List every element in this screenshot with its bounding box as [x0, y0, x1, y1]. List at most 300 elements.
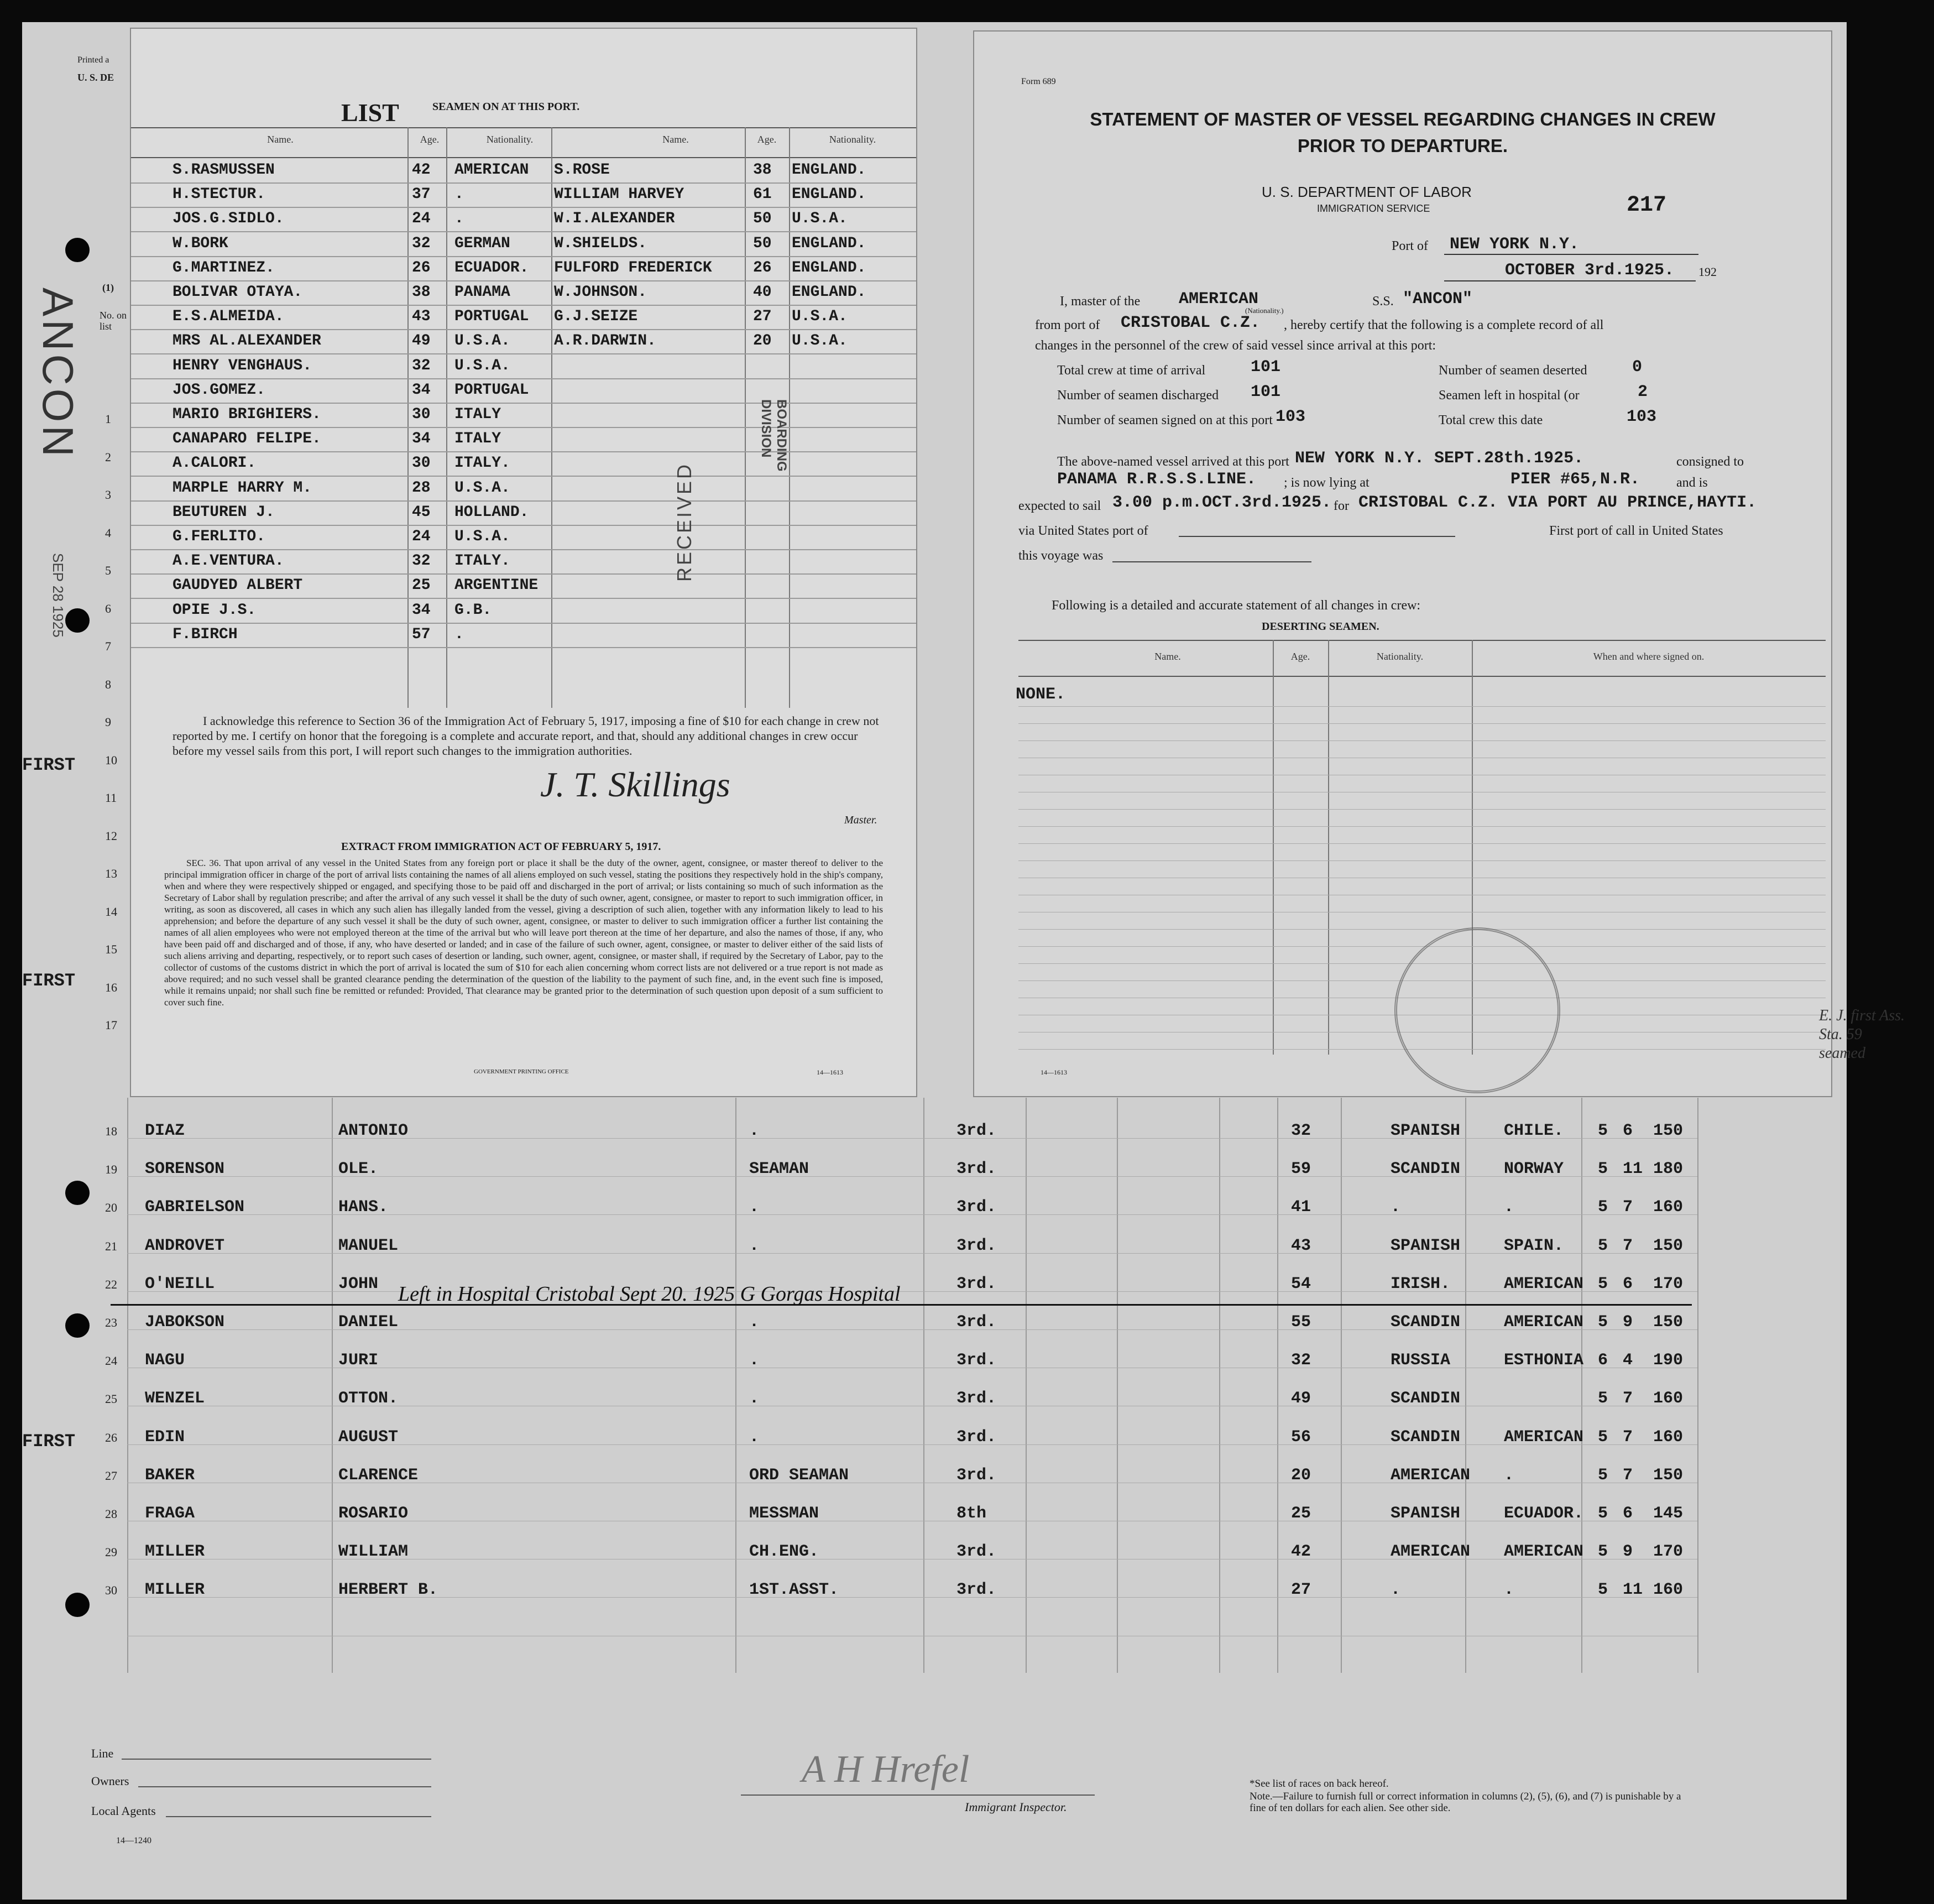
list-row-nationality: ECUADOR. [454, 259, 529, 277]
height-feet: 5 [1598, 1542, 1608, 1561]
list-row-nationality: . [454, 210, 464, 227]
manifest-row-number: 26 [105, 1431, 117, 1444]
manifest-row-number: 29 [105, 1545, 117, 1559]
deserting-heading: DESERTING SEAMEN. [1262, 620, 1379, 633]
row-number: 2 [105, 450, 111, 464]
list-row-nationality: PORTUGAL [454, 308, 529, 325]
total-crew-label: Total crew at time of arrival [1057, 363, 1206, 378]
class: 3rd. [956, 1542, 997, 1561]
col-header-age: Age. [420, 134, 440, 145]
gpo-label: GOVERNMENT PRINTING OFFICE [474, 1068, 569, 1075]
list-row-name: G.MARTINEZ. [173, 259, 275, 277]
manifest-row-number: 25 [105, 1392, 117, 1406]
ship-name: "ANCON" [1403, 290, 1473, 309]
given-name: ROSARIO [338, 1504, 409, 1523]
position: SEAMAN [749, 1160, 809, 1178]
for-label: for [1334, 499, 1349, 513]
list-row-nationality-2: ENGLAND. [792, 259, 866, 277]
manifest-row-number: 30 [105, 1583, 117, 1597]
master-signature: J. T. Skillings [540, 765, 730, 804]
from-port: CRISTOBAL C.Z. [1121, 314, 1261, 332]
manifest-row-number: 20 [105, 1201, 117, 1214]
consigned-label: consigned to [1676, 455, 1744, 469]
height-feet: 5 [1598, 1160, 1608, 1178]
inspector-label: Immigrant Inspector. [965, 1800, 1067, 1814]
deserting-col-name: Name. [1154, 651, 1181, 662]
list-row-age-2: 26 [753, 259, 772, 277]
position: . [749, 1121, 760, 1140]
height-feet: 5 [1598, 1466, 1608, 1485]
row-number: 1 [105, 412, 111, 426]
height-feet: 5 [1598, 1313, 1608, 1332]
nationality: CHILE. [1504, 1121, 1564, 1140]
weight: 160 [1653, 1580, 1684, 1599]
height-inches: 9 [1623, 1542, 1633, 1561]
statement-form-number: 14—1613 [1041, 1068, 1067, 1076]
list-row-nationality-2: U.S.A. [792, 210, 848, 227]
list-row-age: 37 [412, 186, 431, 203]
form-number: Form 689 [1021, 77, 1056, 86]
margin-handwritten-note: E. J. first Ass. Sta. 59 seamed [1819, 1007, 1905, 1062]
age: 43 [1291, 1237, 1311, 1255]
list-row-nationality-2: ENGLAND. [792, 161, 866, 179]
list-row-age-2: 38 [753, 161, 772, 179]
row-number: 12 [105, 829, 117, 843]
given-name: CLARENCE [338, 1466, 419, 1485]
row-number: 14 [105, 905, 117, 919]
list-row-nationality: GERMAN [454, 235, 510, 252]
weight: 160 [1653, 1198, 1684, 1217]
position: . [749, 1389, 760, 1408]
arrived-value: NEW YORK N.Y. SEPT.28th.1925. [1295, 449, 1584, 468]
list-row-age: 38 [412, 284, 431, 301]
list-row-nationality: . [454, 186, 464, 203]
race: SPANISH [1391, 1504, 1461, 1523]
given-name: ANTONIO [338, 1121, 409, 1140]
discharged-value: 101 [1251, 383, 1281, 401]
hospital-value: 2 [1638, 383, 1648, 401]
race: SCANDIN [1391, 1389, 1461, 1408]
list-row-nationality-2: U.S.A. [792, 308, 848, 325]
deserted-label: Number of seamen deserted [1439, 363, 1587, 378]
total-crew-value: 101 [1251, 358, 1281, 377]
nationality: AMERICAN [1504, 1542, 1584, 1561]
surname: BAKER [145, 1466, 195, 1485]
department-label: U. S. DEPARTMENT OF LABOR [1262, 184, 1472, 200]
col-header-age-2: Age. [757, 134, 777, 145]
deserting-col-when: When and where signed on. [1593, 651, 1705, 662]
height-inches: 7 [1623, 1466, 1633, 1485]
weight: 180 [1653, 1160, 1684, 1178]
weight: 190 [1653, 1351, 1684, 1370]
surname: NAGU [145, 1351, 185, 1370]
punch-hole [65, 1593, 90, 1617]
age: 59 [1291, 1160, 1311, 1178]
race: SPANISH [1391, 1121, 1461, 1140]
class: 3rd. [956, 1198, 997, 1217]
and-is-label: and is [1676, 476, 1708, 490]
list-row-name: MRS AL.ALEXANDER [173, 332, 321, 349]
official-seal-stamp [1394, 927, 1560, 1093]
list-row-name-2: FULFORD FREDERICK [554, 259, 712, 277]
punch-hole [65, 1313, 90, 1338]
list-row-nationality: U.S.A. [454, 528, 510, 545]
list-subtitle: SEAMEN ON AT THIS PORT. [432, 101, 580, 113]
manifest-row-number: 24 [105, 1354, 117, 1368]
nationality: AMERICAN [1504, 1275, 1584, 1293]
footer-owners-label: Owners [91, 1774, 129, 1788]
master-statement-form [973, 30, 1832, 1097]
deserting-col-age: Age. [1290, 651, 1310, 662]
race: IRISH. [1391, 1275, 1451, 1293]
class: 8th [956, 1504, 987, 1523]
nationality: . [1504, 1466, 1514, 1485]
height-feet: 5 [1598, 1504, 1608, 1523]
list-row-nationality: PANAMA [454, 284, 510, 301]
list-row-nationality: U.S.A. [454, 332, 510, 349]
list-row-name: H.STECTUR. [173, 186, 266, 203]
list-row-name: A.CALORI. [173, 455, 257, 472]
position: ORD SEAMAN [749, 1466, 849, 1485]
crew-date-label: Total crew this date [1439, 413, 1543, 427]
no-on-list-label: No. on list [100, 310, 127, 332]
hospital-label: Seamen left in hospital (or [1439, 388, 1580, 403]
height-inches: 6 [1623, 1275, 1633, 1293]
list-row-age: 28 [412, 479, 431, 497]
list-row-nationality-2: U.S.A. [792, 332, 848, 349]
col-header-nationality-2: Nationality. [829, 134, 876, 145]
list-row-nationality: ITALY [454, 406, 501, 423]
race: AMERICAN [1391, 1542, 1471, 1561]
list-row-nationality: ITALY. [454, 455, 510, 472]
list-row-name-2: WILLIAM HARVEY [554, 186, 684, 203]
height-feet: 5 [1598, 1580, 1608, 1599]
height-inches: 6 [1623, 1504, 1633, 1523]
list-row-age: 43 [412, 308, 431, 325]
nationality: . [1504, 1580, 1514, 1599]
class-label: FIRST [22, 971, 76, 991]
col-header-name: Name. [267, 134, 294, 145]
height-inches: 6 [1623, 1121, 1633, 1140]
surname: MILLER [145, 1542, 205, 1561]
nationality: AMERICAN [1504, 1313, 1584, 1332]
class-label: FIRST [22, 1431, 76, 1452]
nationality-hint: (Nationality.) [1245, 306, 1284, 315]
race: SCANDIN [1391, 1428, 1461, 1447]
weight: 150 [1653, 1121, 1684, 1140]
date-stamp: SEP 28 1925 [50, 553, 66, 638]
footer-line-label: Line [91, 1746, 114, 1760]
list-row-nationality-2: ENGLAND. [792, 186, 866, 203]
class: 3rd. [956, 1389, 997, 1408]
position: . [749, 1198, 760, 1217]
surname: WENZEL [145, 1389, 205, 1408]
list-form-number: 14—1613 [817, 1068, 843, 1076]
race: . [1391, 1580, 1401, 1599]
first-port-label: First port of call in United States [1549, 524, 1723, 538]
hospital-note: Left in Hospital Cristobal Sept 20. 1925 G Gorgas Hospital [398, 1282, 901, 1306]
row-number: 5 [105, 564, 111, 577]
discharged-label: Number of seamen discharged [1057, 388, 1219, 403]
list-row-age: 30 [412, 455, 431, 472]
age: 41 [1291, 1198, 1311, 1217]
list-row-age-2: 50 [753, 210, 772, 227]
row-number: 8 [105, 677, 111, 691]
weight: 150 [1653, 1313, 1684, 1332]
class: 3rd. [956, 1428, 997, 1447]
position: CH.ENG. [749, 1542, 819, 1561]
weight: 160 [1653, 1389, 1684, 1408]
weight: 160 [1653, 1428, 1684, 1447]
list-row-name: E.S.ALMEIDA. [173, 308, 284, 325]
crew-date-value: 103 [1627, 408, 1657, 426]
extract-body: SEC. 36. That upon arrival of any vessel in the United States from any foreign port or place it shall be the duty of the owner, agent, consignee, or master thereof to deliver to the principal immigration officer in charge of the port of arrival lists containing the names of all aliens employed on such vessel, stating the positions they respectively hold in the ship's company, when and where they were respectively shipped or engaged, and specifying those to be paid off and discharged in the port of arrival; or lists containing so much of such information as the Secretary of Labor shall by regulation prescribe; and after the arrival of any such vessel it shall be the duty of such owner, agent, consignee, or master to report to such immigration officer, in writing, as soon as discovered, all cases in which any such alien has illegally landed from the vessel, giving a description of such alien, together with any information likely to lead to his apprehension; and before the departure of any such vessel it shall be the duty of such owner, agent, consignee, or master to deliver to such immigration officer a further list containing the names of all alien employees who were not employed thereon at the time of the arrival but who will leave port thereon at the time of her departure, and also the names of those, if any, who have been paid off and discharged and of those, if any, who have deserted or landed; and in case of the failure of such owner, agent, consignee, or master to deliver either of the said lists of such aliens arriving and departing, respectively, or to report such cases of desertion or landing, such owner, agent, consignee, or master shall, if required by the Secretary of Labor, pay to the collector of customs of the customs district in which the port of arrival is located the sum of $10 for each alien concerning whom correct lists are not delivered or a true report is not made as above required; and no such vessel shall be granted clearance pending the determination of the question of the liability to the payment of such fine, and, in the event such fine is imposed, while it remains unpaid; nor shall such fine be remitted or refunded: Provided, That clearance may be granted prior to the determination of such question upon deposit of a sum sufficient to cover such fine. [164, 858, 883, 1008]
nationality: . [1504, 1198, 1514, 1217]
list-row-nationality: HOLLAND. [454, 504, 529, 521]
list-row-name: OPIE J.S. [173, 602, 257, 619]
list-row-age: 24 [412, 210, 431, 227]
list-row-age: 34 [412, 430, 431, 447]
given-name: JURI [338, 1351, 379, 1370]
manifest-row-number: 27 [105, 1469, 117, 1483]
race: AMERICAN [1391, 1466, 1471, 1485]
list-row-age: 25 [412, 577, 431, 594]
port-label: Port of [1392, 239, 1428, 253]
statement-number: 217 [1627, 193, 1667, 218]
class: 3rd. [956, 1351, 997, 1370]
signed-on-value: 103 [1276, 408, 1306, 426]
manifest-row-number: 21 [105, 1239, 117, 1253]
list-row-name: W.BORK [173, 235, 228, 252]
position: . [749, 1428, 760, 1447]
row-22-strikethrough [111, 1304, 1692, 1306]
list-row-name-2: S.ROSE [554, 161, 610, 179]
race: RUSSIA [1391, 1351, 1451, 1370]
row-number: 10 [105, 753, 117, 767]
statement-date: OCTOBER 3rd.1925. [1505, 261, 1675, 280]
list-title: LIST [341, 98, 399, 127]
list-row-name: JOS.GOMEZ. [173, 382, 266, 399]
list-row-age-2: 61 [753, 186, 772, 203]
age: 32 [1291, 1121, 1311, 1140]
list-row-age: 24 [412, 528, 431, 545]
ss-label: S.S. [1372, 294, 1394, 309]
row-number: 6 [105, 602, 111, 615]
class: 3rd. [956, 1466, 997, 1485]
list-row-age: 32 [412, 357, 431, 374]
list-row-age: 42 [412, 161, 431, 179]
pier-value: PIER #65,N.R. [1510, 470, 1640, 489]
voyage-label: this voyage was [1018, 549, 1104, 563]
boarding-division-stamp: BOARDING DIVISION [759, 399, 789, 472]
list-row-nationality: PORTUGAL [454, 382, 529, 399]
arrived-label: The above-named vessel arrived at this port [1057, 455, 1289, 469]
height-feet: 5 [1598, 1121, 1608, 1140]
consignee-value: PANAMA R.R.S.S.LINE. [1057, 470, 1257, 489]
given-name: OLE. [338, 1160, 379, 1178]
list-row-nationality: AMERICAN [454, 161, 529, 179]
list-row-age: 34 [412, 382, 431, 399]
position: 1ST.ASST. [749, 1580, 839, 1599]
list-row-age: 34 [412, 602, 431, 619]
list-row-name-2: W.JOHNSON. [554, 284, 647, 301]
age: 55 [1291, 1313, 1311, 1332]
race: . [1391, 1198, 1401, 1217]
surname: EDIN [145, 1428, 185, 1447]
height-inches: 11 [1623, 1160, 1643, 1178]
punch-hole [65, 608, 90, 633]
weight: 150 [1653, 1237, 1684, 1255]
list-row-age-2: 40 [753, 284, 772, 301]
row-number: 7 [105, 639, 111, 653]
position: . [749, 1351, 760, 1370]
list-row-age: 32 [412, 235, 431, 252]
class: 3rd. [956, 1580, 997, 1599]
height-inches: 7 [1623, 1389, 1633, 1408]
surname: GABRIELSON [145, 1198, 245, 1217]
manifest-row-number: 22 [105, 1277, 117, 1291]
list-row-age: 57 [412, 626, 431, 643]
manifest-row-number: 19 [105, 1162, 117, 1176]
deserting-none: NONE. [1016, 685, 1066, 704]
sail-label: expected to sail [1018, 499, 1101, 513]
list-row-age: 49 [412, 332, 431, 349]
row-number: 4 [105, 526, 111, 540]
master-label: Master. [844, 814, 877, 826]
list-row-name: G.FERLITO. [173, 528, 266, 545]
given-name: JOHN [338, 1275, 379, 1293]
list-row-nationality: ARGENTINE [454, 577, 539, 594]
sail-value: 3.00 p.m.OCT.3rd.1925. [1112, 493, 1332, 512]
list-row-nationality: G.B. [454, 602, 492, 619]
deserting-col-nationality: Nationality. [1376, 651, 1424, 662]
list-row-nationality: U.S.A. [454, 357, 510, 374]
footer-form-number: 14—1240 [116, 1836, 151, 1845]
list-row-age: 30 [412, 406, 431, 423]
ship-name-stamp: ANCON [34, 288, 82, 460]
class: 3rd. [956, 1237, 997, 1255]
port-value: NEW YORK N.Y. [1450, 235, 1580, 254]
list-row-nationality: . [454, 626, 464, 643]
height-feet: 6 [1598, 1351, 1608, 1370]
list-row-name: CANAPARO FELIPE. [173, 430, 321, 447]
list-row-name: MARIO BRIGHIERS. [173, 406, 321, 423]
class: 3rd. [956, 1275, 997, 1293]
manifest-row-number: 23 [105, 1316, 117, 1329]
manifest-row-number: 18 [105, 1124, 117, 1138]
via-label: via United States port of [1018, 524, 1148, 538]
row-number: 3 [105, 488, 111, 502]
dept-label: U. S. DE [77, 72, 114, 83]
age: 54 [1291, 1275, 1311, 1293]
races-note: *See list of races on back hereof. [1250, 1778, 1389, 1790]
given-name: HERBERT B. [338, 1580, 438, 1599]
printed-label: Printed a [77, 55, 109, 65]
col-header-name-2: Name. [662, 134, 689, 145]
surname: MILLER [145, 1580, 205, 1599]
height-inches: 7 [1623, 1237, 1633, 1255]
class-label: FIRST [22, 755, 76, 775]
position: MESSMAN [749, 1504, 819, 1523]
list-row-name: JOS.G.SIDLO. [173, 210, 284, 227]
footer-agents-label: Local Agents [91, 1804, 156, 1818]
destination-value: CRISTOBAL C.Z. VIA PORT AU PRINCE,HAYTI. [1358, 493, 1757, 512]
height-feet: 5 [1598, 1275, 1608, 1293]
row-number: 13 [105, 867, 117, 880]
line2-rest: , hereby certify that the following is a complete record of all [1284, 318, 1604, 332]
signed-on-label: Number of seamen signed on at this port [1057, 413, 1273, 427]
nationality: ECUADOR. [1504, 1504, 1584, 1523]
height-feet: 5 [1598, 1428, 1608, 1447]
list-row-name: F.BIRCH [173, 626, 238, 643]
given-name: OTTON. [338, 1389, 399, 1408]
received-stamp: RECEIVED [673, 462, 696, 582]
acknowledgement-text: I acknowledge this reference to Section 36 of the Immigration Act of February 5, 1917, imposing a fine of $10 for each change in crew not reported by me. I certify on honor that the foregoing is a complete and accurate report, and that, should any additional changes in crew occur before my vessel sails from this port, I will report such changes to the immigration authorities. [173, 714, 879, 758]
age: 25 [1291, 1504, 1311, 1523]
list-row-name-2: G.J.SEIZE [554, 308, 638, 325]
deserted-value: 0 [1632, 358, 1643, 377]
height-inches: 4 [1623, 1351, 1633, 1370]
surname: FRAGA [145, 1504, 195, 1523]
list-row-nationality-2: ENGLAND. [792, 284, 866, 301]
class: 3rd. [956, 1121, 997, 1140]
height-feet: 5 [1598, 1198, 1608, 1217]
list-row-age-2: 20 [753, 332, 772, 349]
age: 27 [1291, 1580, 1311, 1599]
race: SCANDIN [1391, 1160, 1461, 1178]
nationality: ESTHONIA [1504, 1351, 1584, 1370]
surname: DIAZ [145, 1121, 185, 1140]
age: 32 [1291, 1351, 1311, 1370]
nationality: AMERICAN [1504, 1428, 1584, 1447]
nationality: NORWAY [1504, 1160, 1564, 1178]
row-number: 16 [105, 980, 117, 994]
list-row-name: BEUTUREN J. [173, 504, 275, 521]
statement-title: STATEMENT OF MASTER OF VESSEL REGARDING CHANGES IN CREW [1090, 109, 1716, 129]
surname: O'NEILL [145, 1275, 215, 1293]
statement-subtitle: PRIOR TO DEPARTURE. [1297, 135, 1508, 156]
age: 42 [1291, 1542, 1311, 1561]
height-inches: 9 [1623, 1313, 1633, 1332]
list-row-name-2: W.SHIELDS. [554, 235, 647, 252]
list-row-name: GAUDYED ALBERT [173, 577, 303, 594]
given-name: DANIEL [338, 1313, 399, 1332]
list-row-name: A.E.VENTURA. [173, 552, 284, 570]
seamen-list-form [130, 28, 917, 1097]
given-name: AUGUST [338, 1428, 399, 1447]
lying-label: ; is now lying at [1284, 476, 1370, 490]
weight: 150 [1653, 1466, 1684, 1485]
list-row-name: S.RASMUSSEN [173, 161, 275, 179]
height-inches: 7 [1623, 1198, 1633, 1217]
list-row-age: 32 [412, 552, 431, 570]
class: 3rd. [956, 1313, 997, 1332]
service-label: IMMIGRATION SERVICE [1317, 203, 1430, 214]
line3-text: changes in the personnel of the crew of said vessel since arrival at this port: [1035, 338, 1436, 353]
surname: JABOKSON [145, 1313, 225, 1332]
height-inches: 7 [1623, 1428, 1633, 1447]
extract-title: EXTRACT FROM IMMIGRATION ACT OF FEBRUARY 5, 1917. [341, 841, 661, 853]
surname: ANDROVET [145, 1237, 225, 1255]
row-number: 17 [105, 1018, 117, 1032]
race: SCANDIN [1391, 1313, 1461, 1332]
list-row-name-2: A.R.DARWIN. [554, 332, 656, 349]
col-1-label: (1) [102, 282, 114, 293]
date-suffix: 192 [1698, 265, 1717, 279]
list-row-age: 45 [412, 504, 431, 521]
col-header-nationality: Nationality. [486, 134, 534, 145]
following-text: Following is a detailed and accurate statement of all changes in crew: [1052, 598, 1421, 613]
